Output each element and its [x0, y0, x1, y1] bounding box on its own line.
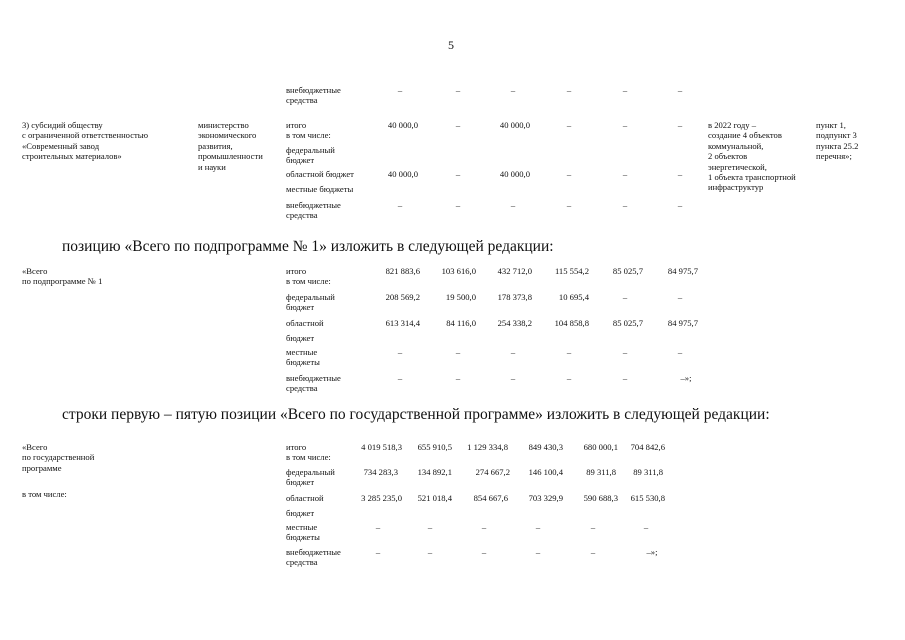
value-cell: – [590, 522, 596, 532]
value-cell: – [535, 522, 541, 532]
value-cell: – [622, 373, 628, 383]
s1-top-label [286, 85, 341, 106]
value-cell: – [427, 522, 433, 532]
row-label-total [286, 442, 331, 463]
row-label-offbudget [286, 373, 341, 394]
value-cell: 274 667,2 [475, 467, 510, 477]
value-cell: – [643, 522, 649, 532]
value-cell: 84 975,7 [667, 318, 698, 328]
row-label-offbudget [286, 547, 341, 568]
value-cell: 615 530,8 [630, 493, 665, 503]
name-line: «Всего [22, 266, 48, 276]
executor-line: и науки [198, 161, 226, 172]
item-name-line: «Современный завод [22, 140, 100, 151]
value-cell: 85 025,7 [612, 266, 643, 276]
value-cell: 103 616,0 [441, 266, 476, 276]
value-cell: 4 019 518,3 [361, 442, 402, 452]
label-line: внебюджетные [286, 547, 341, 557]
value-cell: – [622, 120, 628, 130]
value-cell: – [455, 85, 461, 95]
note-line: 1 объекта транспортной [708, 172, 796, 183]
value-cell: – [455, 373, 461, 383]
label-line: итого [286, 266, 307, 276]
row-label-total [286, 266, 331, 287]
value-cell: – [677, 200, 683, 210]
value-cell: 178 373,8 [497, 292, 532, 302]
value-cell: – [455, 169, 461, 179]
label-line: местные [286, 522, 318, 532]
ref-line: перечня»; [816, 151, 852, 162]
value-cell: 40 000,0 [387, 169, 418, 179]
row-label-total [286, 120, 331, 141]
value-cell: – [622, 292, 628, 302]
value-cell: – [481, 547, 487, 557]
value-cell: – [677, 169, 683, 179]
value-cell: – [455, 120, 461, 130]
item-reference [816, 120, 858, 162]
value-cell: 734 283,3 [363, 467, 398, 477]
value-cell: – [677, 347, 683, 357]
value-cell: –»; [680, 373, 692, 383]
label-line: средства [286, 557, 318, 568]
label-line: федеральный [286, 467, 335, 477]
label-line: в том числе: [286, 276, 331, 287]
value-cell: – [566, 373, 572, 383]
value-cell: 104 858,8 [554, 318, 589, 328]
value-cell: – [397, 347, 403, 357]
value-cell: – [590, 547, 596, 557]
total-subprogram-name [22, 266, 102, 287]
name-line: по государственной [22, 452, 95, 463]
value-cell: – [535, 547, 541, 557]
value-cell: – [510, 200, 516, 210]
item-name-line: с ограниченной ответственностью [22, 130, 149, 141]
label-line: бюджет [286, 508, 315, 519]
label-line: областной [286, 493, 324, 503]
ref-line: пункта 25.2 [816, 140, 859, 151]
label-line: средства [286, 383, 318, 394]
value-cell: – [510, 373, 516, 383]
value-cell: 85 025,7 [612, 318, 643, 328]
value-cell: 89 311,8 [586, 467, 616, 477]
value-cell: – [455, 200, 461, 210]
value-cell: 590 688,3 [583, 493, 618, 503]
value-cell: 40 000,0 [499, 120, 530, 130]
value-cell: 84 116,0 [446, 318, 476, 328]
item-name-line: строительных материалов» [22, 151, 122, 162]
label-line: бюджет [286, 302, 315, 313]
value-cell: 432 712,0 [497, 266, 532, 276]
label-line: средства [286, 210, 318, 221]
label-line: внебюджетные [286, 373, 341, 383]
value-cell: 40 000,0 [387, 120, 418, 130]
value-cell: – [397, 85, 403, 95]
row-label-regional: областной бюджет [286, 169, 354, 179]
value-cell: – [566, 200, 572, 210]
name-line: по подпрограмме № 1 [22, 276, 103, 287]
instruction-paragraph: строки первую – пятую позиции «Всего по государственной программе» изложить в следующей редакции: [62, 406, 770, 423]
page-number: 5 [448, 38, 454, 52]
note-line: инфраструктур [708, 182, 764, 193]
label-line: итого [286, 442, 307, 452]
item-name [22, 120, 148, 162]
value-cell: – [375, 522, 381, 532]
label-line: в том числе: [286, 452, 331, 463]
label-line: бюджет [286, 155, 315, 166]
label-line: областной [286, 318, 324, 328]
row-label-regional [286, 493, 324, 519]
value-cell: – [677, 292, 683, 302]
value-cell: – [427, 547, 433, 557]
label-line: итого [286, 120, 307, 130]
value-cell: 146 100,4 [528, 467, 563, 477]
name-line: программе [22, 462, 62, 473]
label-line: бюджет [286, 333, 315, 344]
value-cell: – [677, 85, 683, 95]
note-line: коммунальной, [708, 140, 764, 151]
value-cell: 84 975,7 [667, 266, 698, 276]
including-label: в том числе: [22, 489, 67, 499]
value-cell: 854 667,6 [473, 493, 508, 503]
value-cell: 613 314,4 [385, 318, 420, 328]
value-cell: 655 910,5 [417, 442, 452, 452]
ref-line: подпункт 3 [816, 130, 857, 141]
value-cell: – [455, 347, 461, 357]
note-line: 2 объектов [708, 151, 748, 162]
note-line: создание 4 объектов [708, 130, 782, 141]
row-label-offbudget [286, 200, 341, 221]
value-cell: – [677, 120, 683, 130]
label-line: в том числе: [286, 130, 331, 141]
row-label-local [286, 347, 320, 368]
note-line: энергетической, [708, 161, 767, 172]
value-cell: 849 430,3 [528, 442, 563, 452]
executor-line: экономического [198, 130, 257, 141]
label-line: федеральный [286, 292, 335, 302]
value-cell: 521 018,4 [417, 493, 452, 503]
executor-line: министерство [198, 120, 249, 130]
row-label-federal [286, 467, 335, 488]
value-cell: 821 883,6 [385, 266, 420, 276]
value-cell: 19 500,0 [445, 292, 476, 302]
row-label-federal [286, 292, 335, 313]
value-cell: 40 000,0 [499, 169, 530, 179]
ref-line: пункт 1, [816, 120, 846, 130]
name-line: «Всего [22, 442, 48, 452]
value-cell: – [566, 169, 572, 179]
value-cell: – [622, 200, 628, 210]
value-cell: – [397, 373, 403, 383]
label-line: средства [286, 95, 318, 106]
item-name-line: 3) субсидий обществу [22, 120, 103, 130]
note-line: в 2022 году – [708, 120, 757, 130]
executor-line: промышленности [198, 151, 263, 162]
value-cell: 89 311,8 [633, 467, 663, 477]
total-program-name [22, 442, 94, 473]
value-cell: – [566, 347, 572, 357]
label-line: бюджет [286, 477, 315, 488]
value-cell: 3 285 235,0 [361, 493, 402, 503]
value-cell: 115 554,2 [554, 266, 589, 276]
value-cell: – [510, 85, 516, 95]
value-cell: – [481, 522, 487, 532]
value-cell: – [510, 347, 516, 357]
label-line: местные [286, 347, 318, 357]
label-line: бюджеты [286, 532, 320, 543]
value-cell: 704 842,6 [630, 442, 665, 452]
item-executor [198, 120, 263, 172]
label-line: внебюджетные [286, 85, 341, 95]
label-line: внебюджетные [286, 200, 341, 210]
value-cell: – [566, 120, 572, 130]
value-cell: 703 329,9 [528, 493, 563, 503]
value-cell: – [622, 169, 628, 179]
row-label-local [286, 522, 320, 543]
value-cell: 254 338,2 [497, 318, 532, 328]
value-cell: –»; [646, 547, 658, 557]
value-cell: 10 695,4 [558, 292, 589, 302]
value-cell: – [566, 85, 572, 95]
row-label-federal [286, 145, 335, 166]
value-cell: 134 892,1 [417, 467, 452, 477]
row-label-regional [286, 318, 324, 344]
value-cell: 208 569,2 [385, 292, 420, 302]
label-line: бюджеты [286, 357, 320, 368]
item-note [708, 120, 796, 193]
row-label-local: местные бюджеты [286, 184, 354, 194]
executor-line: развития, [198, 140, 233, 151]
value-cell: – [375, 547, 381, 557]
value-cell: – [397, 200, 403, 210]
value-cell: 1 129 334,8 [467, 442, 508, 452]
value-cell: – [622, 347, 628, 357]
instruction-paragraph: позицию «Всего по подпрограмме № 1» изложить в следующей редакции: [62, 238, 554, 255]
value-cell: – [622, 85, 628, 95]
label-line: федеральный [286, 145, 335, 155]
value-cell: 680 000,1 [583, 442, 618, 452]
